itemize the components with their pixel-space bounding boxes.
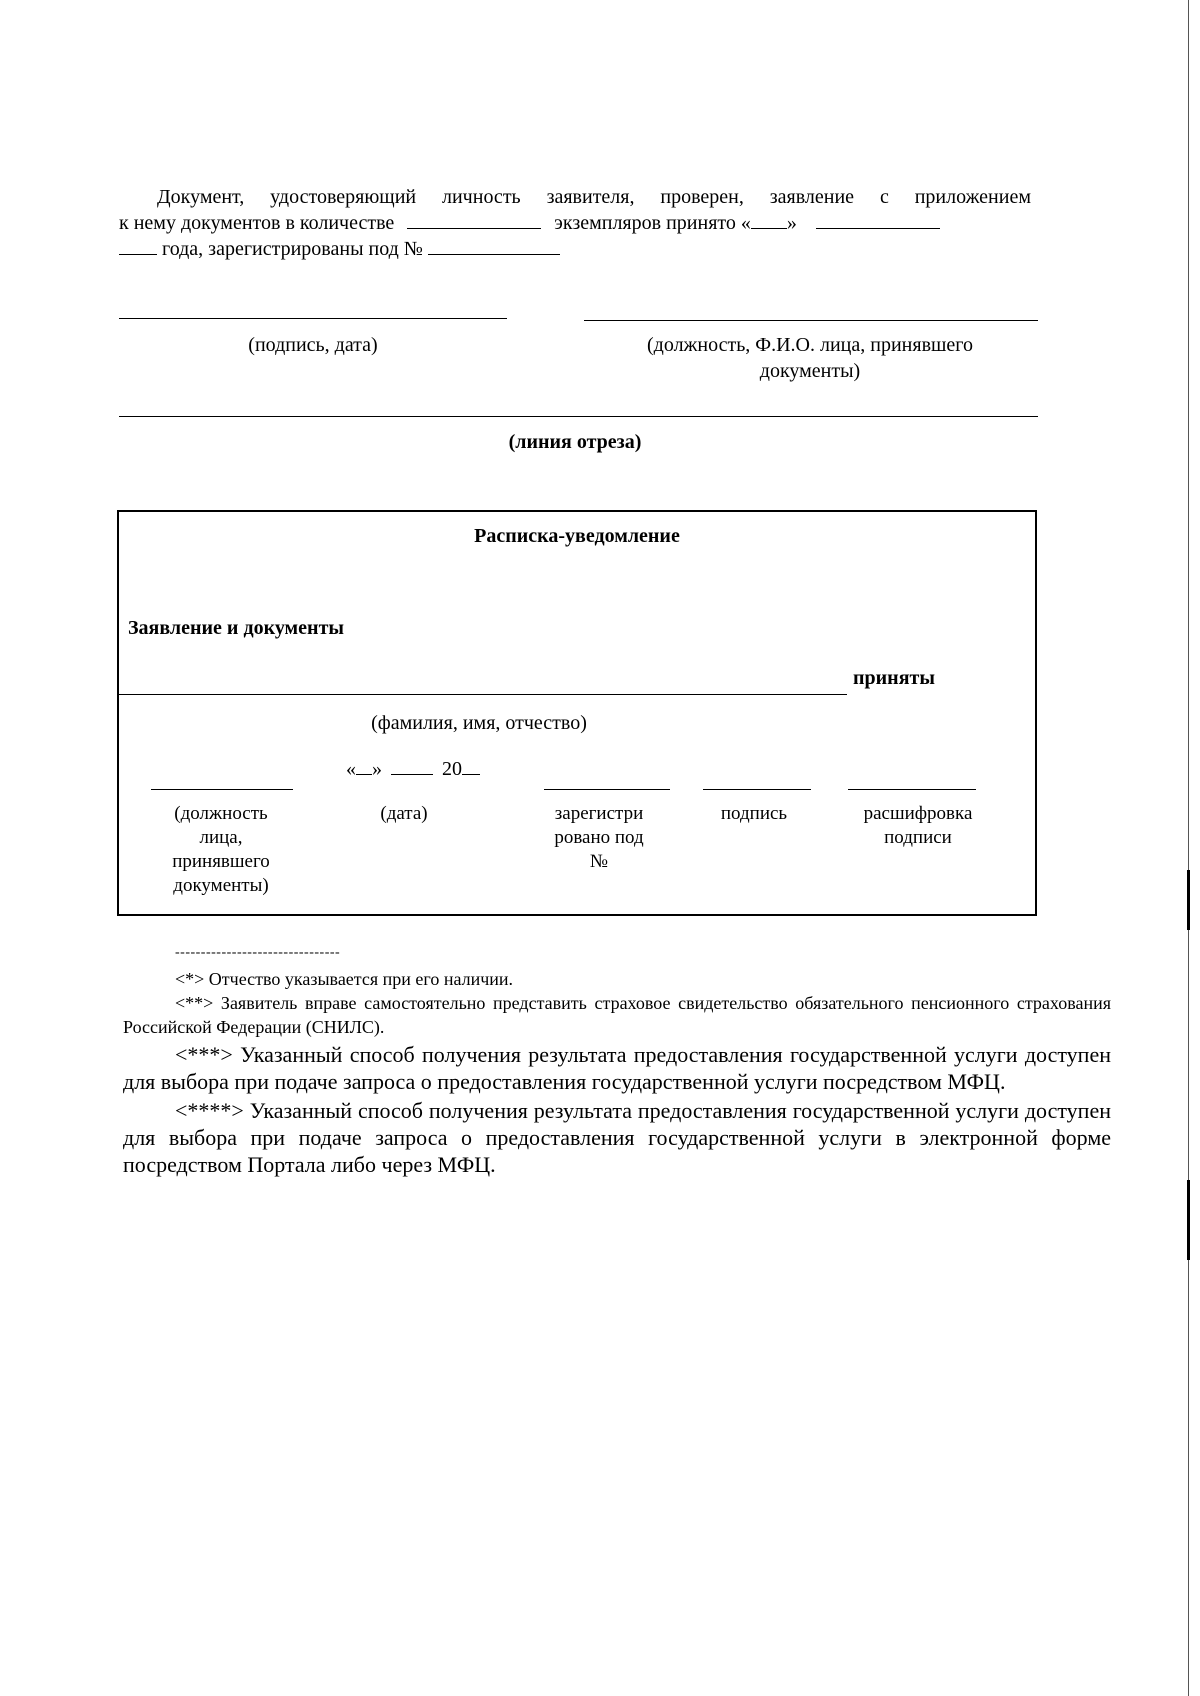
footnote-2: <**> Заявитель вправе самостоятельно представить страховое свидетельство обязательного пенсионного страхования Российской Федерации (СНИЛС).	[123, 993, 1111, 1037]
footnotes	[123, 967, 1111, 1178]
intro-line-3-text: года, зарегистрированы под №	[162, 238, 423, 260]
receipt-month-field[interactable]	[391, 756, 433, 775]
date-year-prefix: 20	[442, 758, 462, 780]
signature-line-right[interactable]	[584, 320, 1038, 321]
year-field[interactable]	[119, 236, 157, 255]
receipt-date-row	[346, 756, 480, 782]
receipt-statement: Заявление и документы	[128, 617, 345, 639]
signature-right-caption-line-2: документы)	[759, 360, 861, 382]
decode-line[interactable]	[848, 789, 976, 790]
col-registered-line-2: ровано под	[554, 827, 644, 848]
month-field[interactable]	[816, 210, 940, 229]
scan-edge	[1188, 0, 1189, 1696]
intro-line-2-text-c: »	[786, 212, 797, 234]
col-decode-caption	[843, 802, 993, 850]
col-registered-caption	[534, 802, 664, 874]
signature-line-left[interactable]	[119, 318, 507, 319]
receipt-accepted: приняты	[853, 667, 935, 689]
receipt-year-field[interactable]	[462, 756, 480, 775]
copies-count-field[interactable]	[407, 210, 541, 229]
signature-line[interactable]	[703, 789, 811, 790]
receipt-box	[117, 510, 1037, 916]
signature-right-caption	[600, 332, 1020, 384]
date-close-quote: »	[372, 758, 382, 780]
intro-paragraph	[119, 185, 1031, 262]
receipt-title: Расписка-уведомление	[474, 525, 680, 547]
intro-line-3	[119, 236, 1031, 262]
col-decode-line-1: расшифровка	[863, 803, 973, 824]
footnote-1: <*> Отчество указывается при его наличии.	[175, 969, 514, 989]
col-registered-line-1: зарегистри	[554, 803, 644, 824]
col-sign-caption: подпись	[720, 803, 788, 824]
applicant-name-line[interactable]	[119, 694, 847, 695]
footnote-4: <****> Указанный способ получения результата предоставления государственной услуги доступен для выбора при подаче запроса о предоставления государственной услуги в электронной форме посредством Портала либо через МФЦ.	[123, 1098, 1111, 1177]
cut-line-label: (линия отреза)	[508, 431, 642, 453]
date-open-quote: «	[346, 758, 356, 780]
col-decode-line-2: подписи	[884, 827, 952, 848]
position-line[interactable]	[151, 789, 293, 790]
intro-line-1: Документ, удостоверяющий личность заявителя, проверен, заявление с приложением	[157, 186, 1031, 208]
signature-right-caption-line-1: (должность, Ф.И.О. лица, принявшего	[647, 334, 973, 356]
col-position-caption	[141, 802, 301, 898]
intro-line-2-text-b: экземпляров принято «	[554, 212, 751, 234]
footnote-3: <***> Указанный способ получения результата предоставления государственной услуги доступен для выбора при подаче запроса о предоставления государственной услуги посредством МФЦ.	[123, 1042, 1111, 1094]
receipt-day-field[interactable]	[356, 756, 372, 775]
fio-caption: (фамилия, имя, отчество)	[371, 712, 587, 734]
intro-line-2	[119, 210, 1031, 236]
cut-line	[119, 416, 1038, 417]
registration-line[interactable]	[544, 789, 670, 790]
col-position-line-2: лица,	[199, 827, 243, 848]
scan-edge-mark-2	[1187, 1180, 1190, 1260]
day-field[interactable]	[751, 210, 787, 229]
col-date-caption: (дата)	[380, 803, 428, 824]
intro-line-2-text-a: к нему документов в количестве	[119, 212, 395, 234]
col-position-line-3: принявшего	[172, 851, 270, 872]
col-position-line-1: (должность	[174, 803, 268, 824]
signature-left-caption: (подпись, дата)	[248, 334, 378, 356]
registration-number-field[interactable]	[428, 236, 560, 255]
col-position-line-4: документы)	[173, 875, 269, 896]
scan-edge-mark-1	[1187, 870, 1190, 930]
col-registered-line-3: №	[589, 851, 609, 872]
footnote-separator: --------------------------------	[175, 945, 341, 960]
